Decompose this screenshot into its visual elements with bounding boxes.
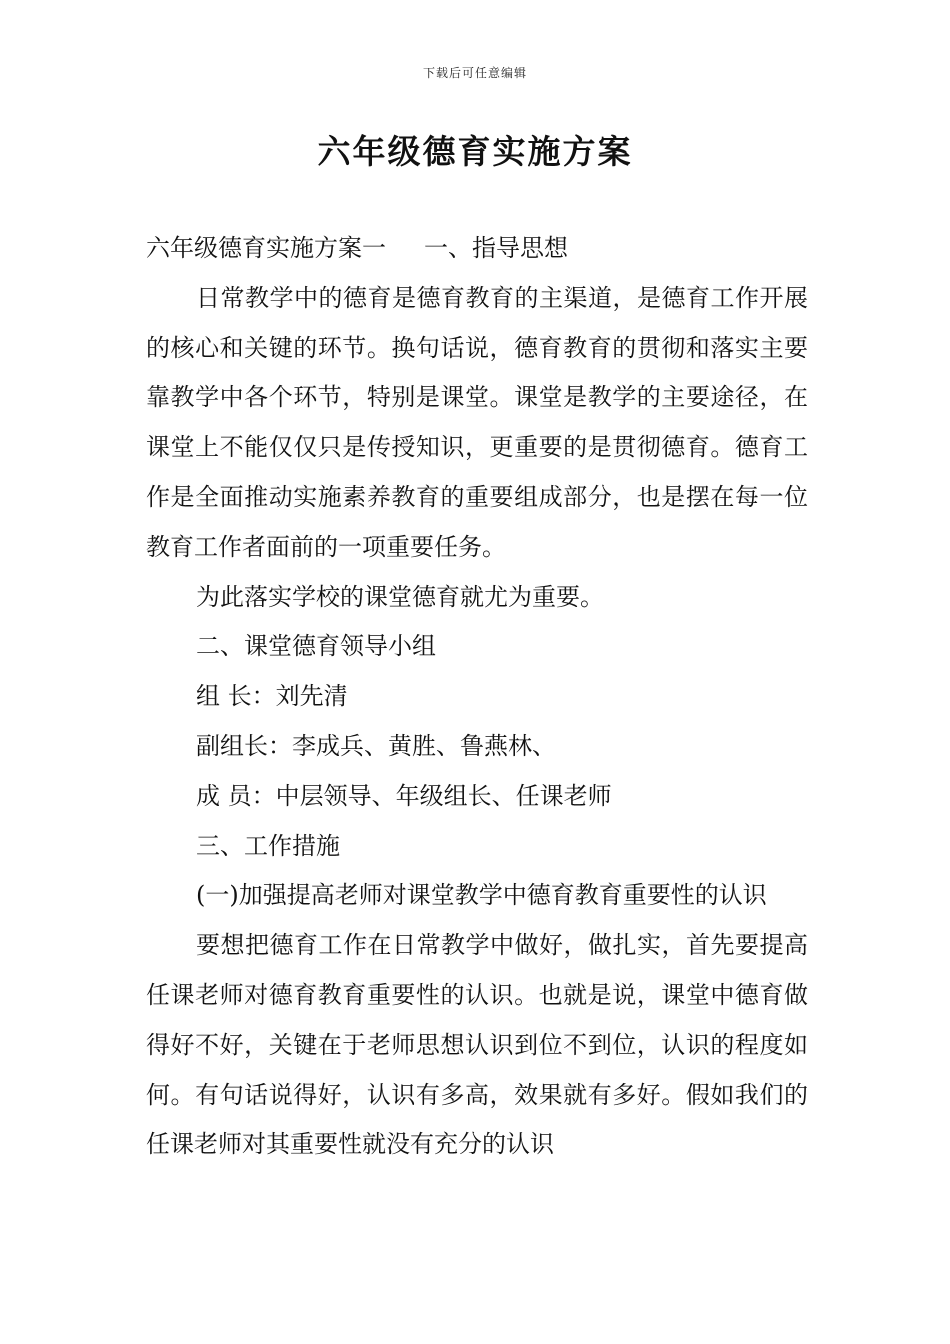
deputy-leader-line: 副组长：李成兵、黄胜、鲁燕林、 [196, 731, 556, 760]
section-heading-guiding-ideology: 一、指导思想 [424, 234, 568, 262]
document-body [146, 224, 808, 1170]
header-note: 下载后可任意编辑 [422, 66, 527, 80]
paragraph: 为此落实学校的课堂德育就尤为重要。 [196, 582, 604, 611]
section-heading-work-measures: 三、工作措施 [196, 831, 340, 860]
members-line: 成 员：中层领导、年级组长、任课老师 [196, 781, 612, 810]
group-leader-line: 组 长：刘先清 [196, 682, 348, 711]
lead-heading [146, 224, 808, 274]
subsection-heading: (一)加强提高老师对课堂教学中德育教育重要性的认识 [196, 881, 767, 910]
section-heading-leadership-group: 二、课堂德育领导小组 [196, 632, 436, 661]
paragraph: 日常教学中的德育是德育教育的主渠道，是德育工作开展的核心和关键的环节。换句话说，德育教育的贯彻和落实主要靠教学中各个环节，特别是课堂。课堂是教学的主要途径，在课堂上不能仅仅只是传授知识，更重要的是贯彻德育。德育工作是全面推动实施素养教育的重要组成部分，也是摆在每一位教育工作者面前的一项重要任务。 [146, 283, 808, 561]
paragraph: 要想把德育工作在日常教学中做好，做扎实，首先要提高任课老师对德育教育重要性的认识。也就是说，课堂中德育做得好不好，关键在于老师思想认识到位不到位，认识的程度如何。有句话说得好，认识有多高，效果就有多好。假如我们的任课老师对其重要性就没有充分的认识 [146, 931, 808, 1159]
document-title: 六年级德育实施方案 [317, 132, 633, 171]
lead-heading-left: 六年级德育实施方案一 [146, 234, 386, 262]
